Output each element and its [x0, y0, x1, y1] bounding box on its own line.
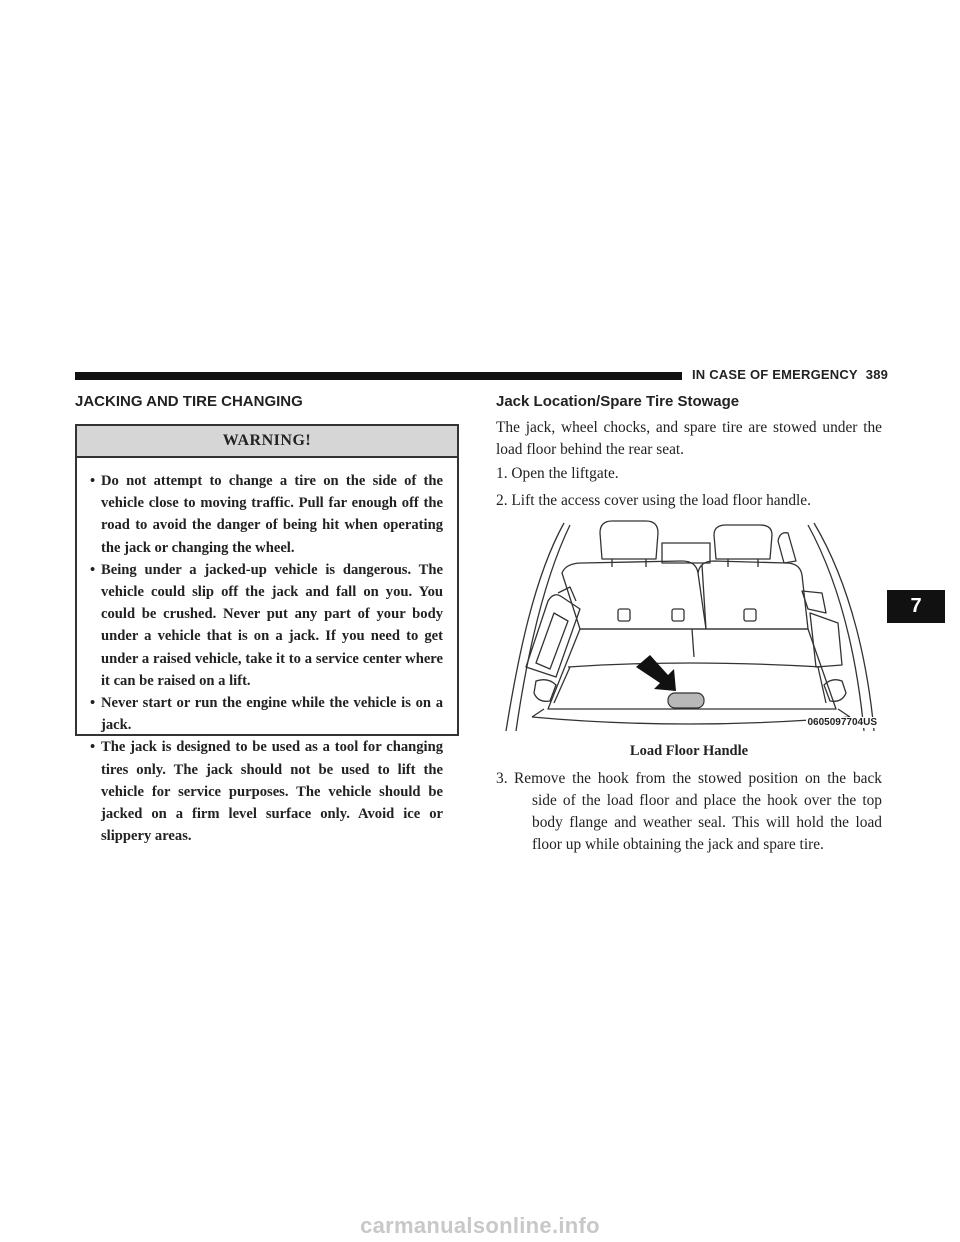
watermark: carmanualsonline.info: [360, 1213, 600, 1238]
cargo-illustration-svg: [496, 517, 882, 731]
warning-item: [90, 470, 443, 559]
subsection-heading: Jack Location/Spare Tire Stowage: [496, 393, 740, 410]
cargo-area-illustration: [496, 517, 882, 731]
warning-item: [90, 736, 443, 847]
figure-caption: Load Floor Handle: [629, 743, 749, 759]
warning-item-text: Do not attempt to change a tire on the side of the vehicle close to moving traffic. Pull far enough off the road to avoid the danger of being hit when operating the jack or changing the wheel.: [101, 473, 443, 556]
header-section: IN CASE OF EMERGENCY: [692, 367, 858, 382]
warning-item-text: The jack is designed to be used as a tool for changing tires only. The jack should not be used to lift the vehicle for service purposes. The vehicle should be jacked on a firm level surface only. Avoid ice or slippery areas.: [101, 739, 443, 845]
warning-list: [77, 458, 457, 847]
bullet-icon: •: [90, 473, 96, 489]
step-3-text: Remove the hook from the stowed position on the back side of the load floor and place the hook over the top body flange and weather seal. This will hold the load floor up while obtaining the jack and spare tire.: [514, 770, 882, 853]
warning-item-text: Never start or run the engine while the vehicle is on a jack.: [101, 695, 443, 734]
step-3-number: 3.: [496, 770, 508, 787]
figure-code: 0605097704US: [807, 717, 877, 728]
step-3: [496, 768, 882, 856]
warning-item-text: Being under a jacked-up vehicle is dangerous. The vehicle could slip off the jack and fall on you. You could be crushed. Never put any part of your body under a vehicle that is on a jack. If you need to get under a raised vehicle, take it to a service center where it can be raised on a lift.: [101, 561, 443, 689]
header-rule: [75, 372, 682, 380]
page-number: 389: [865, 367, 889, 382]
chapter-tab: 7: [887, 590, 945, 623]
step-1: 1. Open the liftgate.: [496, 465, 619, 482]
step-2: 2. Lift the access cover using the load floor handle.: [496, 492, 811, 509]
bullet-icon: •: [90, 695, 96, 712]
warning-item: [90, 692, 443, 736]
bullet-icon: •: [90, 561, 96, 578]
running-header: [692, 367, 888, 382]
pointer-arrow-icon: [636, 655, 676, 691]
warning-title: WARNING!: [77, 426, 457, 458]
load-floor-handle: [668, 693, 704, 708]
warning-box: [75, 424, 459, 845]
section-heading: JACKING AND TIRE CHANGING: [75, 393, 303, 410]
intro-paragraph: The jack, wheel chocks, and spare tire are stowed under the load floor behind the rear seat.: [496, 419, 882, 458]
warning-item: [90, 559, 443, 692]
bullet-icon: •: [90, 739, 96, 756]
